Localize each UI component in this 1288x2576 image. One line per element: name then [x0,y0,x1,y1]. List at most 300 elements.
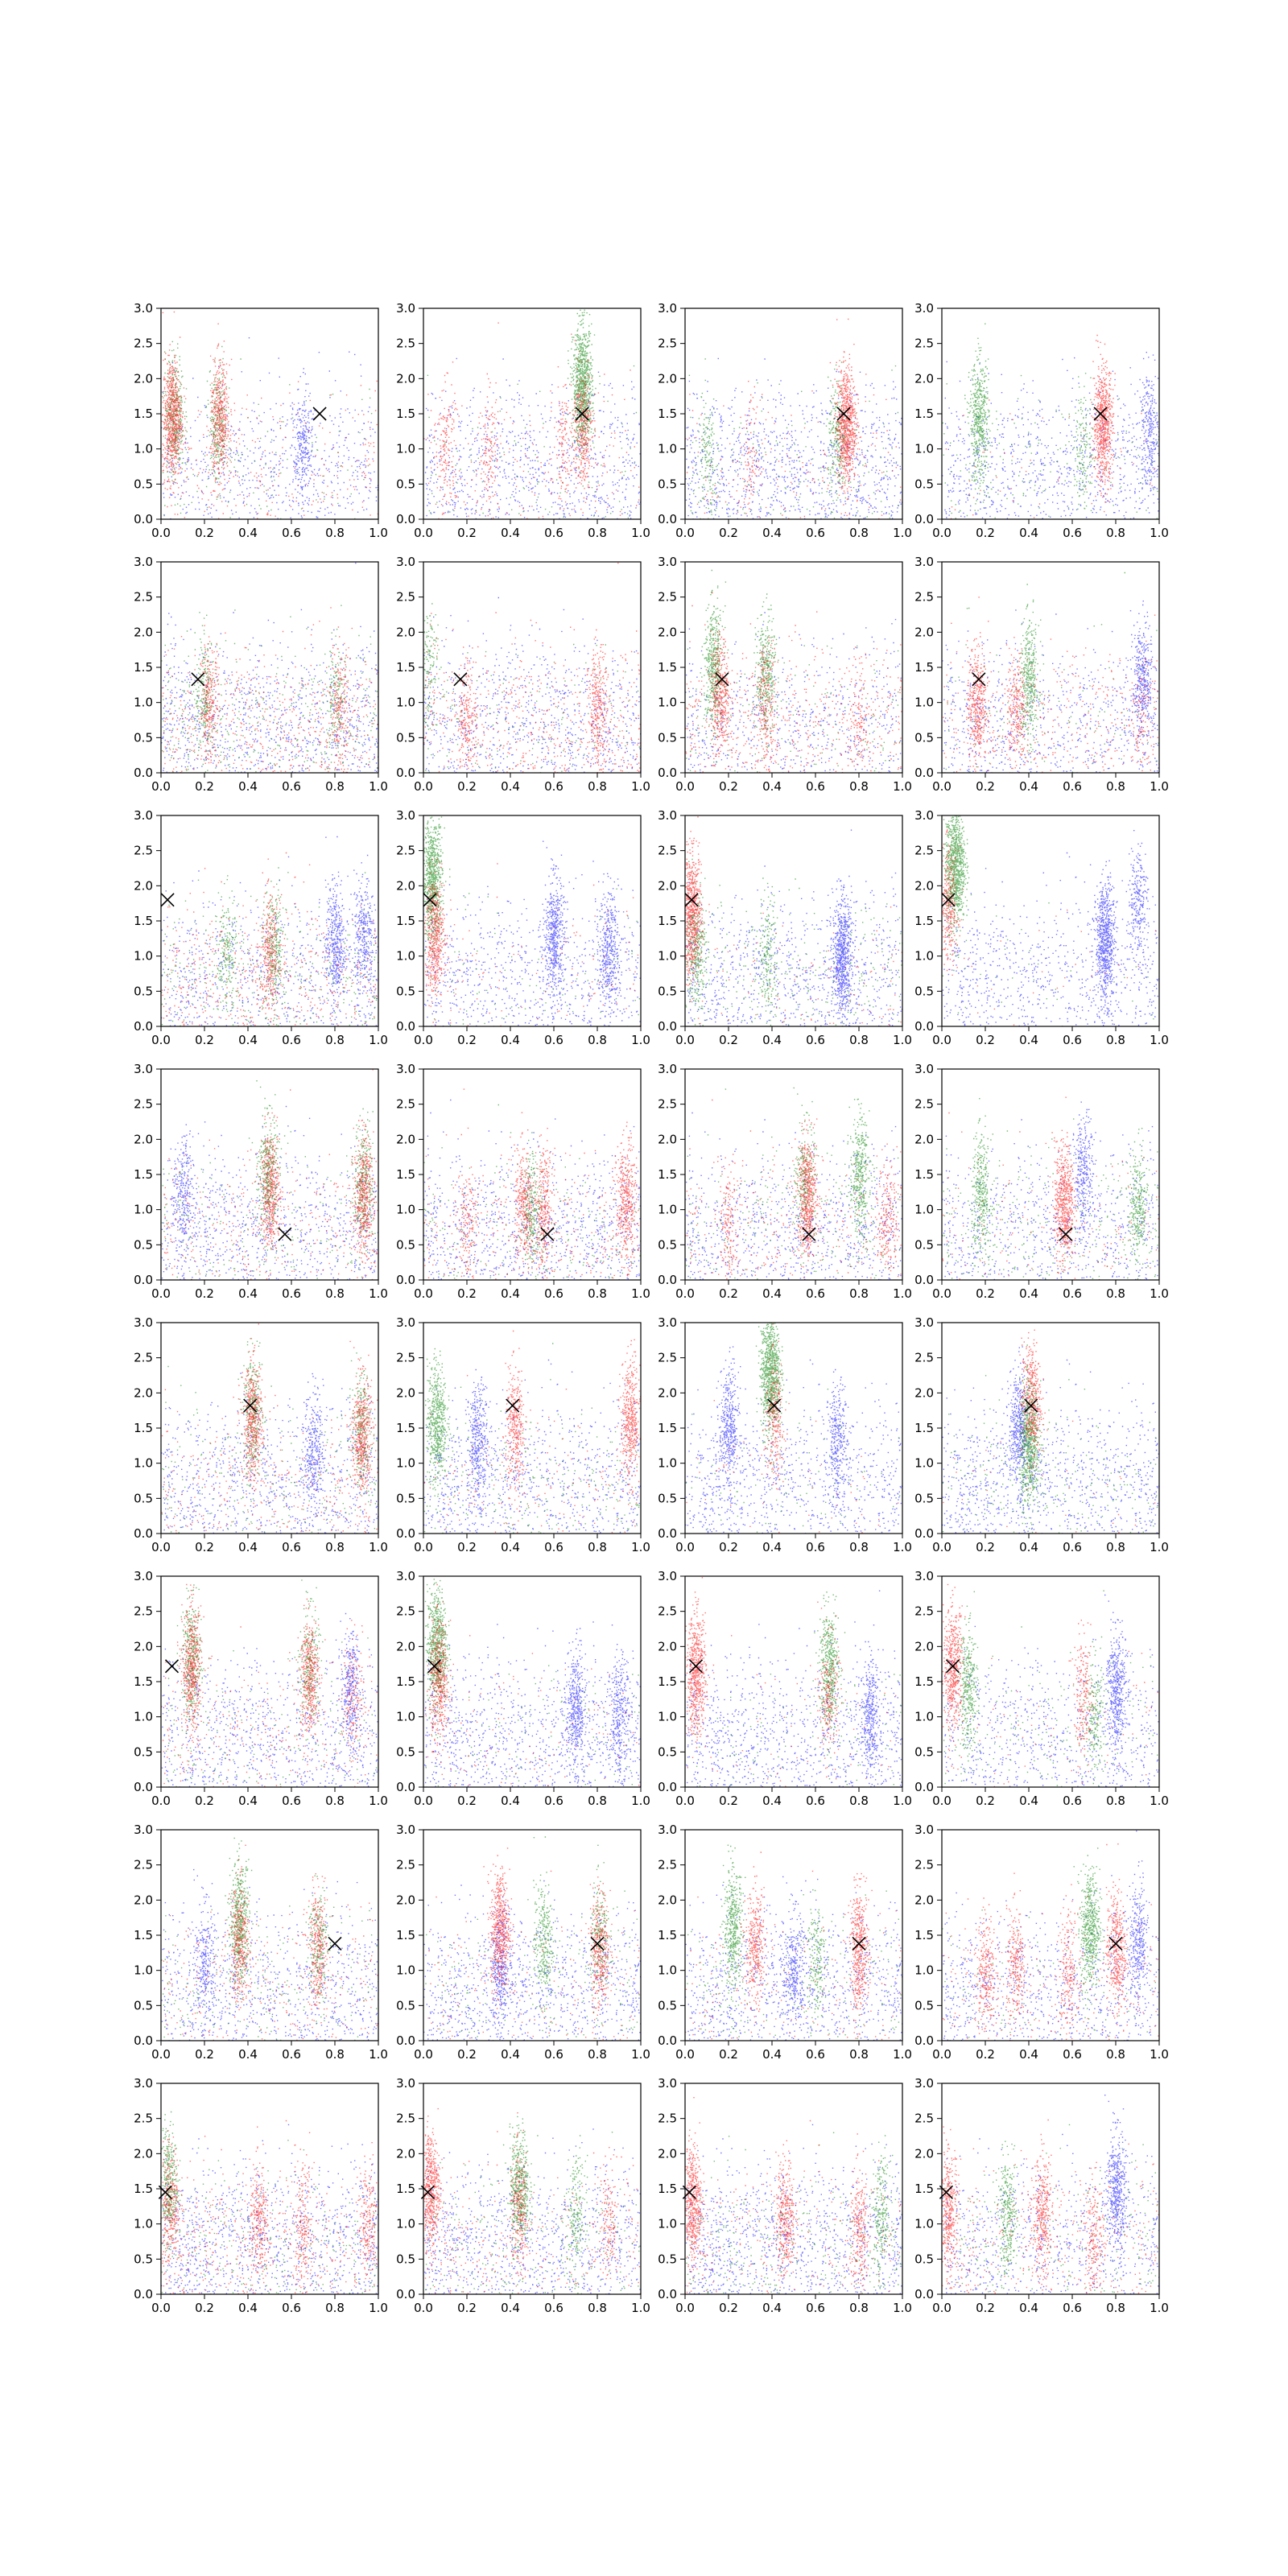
y-tick-label: 0.0 [914,1780,934,1794]
x-tick-label: 0.6 [806,526,825,540]
y-tick-label: 0.0 [134,2287,153,2301]
y-tick-label: 1.5 [396,2182,415,2196]
scatter-points [685,1577,903,1788]
y-tick-label: 0.5 [914,1998,934,2013]
y-tick-label: 2.5 [914,1604,934,1619]
x-tick-label: 0.2 [976,1286,995,1301]
y-tick-label: 1.5 [914,1674,934,1689]
x-tick-label: 0.8 [588,2301,607,2315]
axes-frame [685,1323,902,1534]
panel-r5-c1 [134,1315,388,1554]
y-tick-label: 0.0 [396,512,415,526]
y-tick-label: 1.0 [658,695,677,710]
scatter-points [161,563,379,774]
x-tick-label: 0.2 [976,1794,995,1808]
scatter-points [161,836,379,1028]
y-tick-label: 3.0 [134,555,153,569]
y-tick-label: 2.5 [658,1350,677,1365]
x-tick-label: 0.4 [1019,2047,1038,2062]
x-tick-label: 0.0 [932,1540,952,1554]
panel-r6-c3 [658,1569,912,1808]
scatter-points [161,1838,379,2042]
y-tick-label: 0.0 [658,1019,677,1034]
series-red-points [423,323,639,520]
x-tick-label: 0.8 [1106,1540,1125,1554]
series-green-points [423,1343,642,1534]
x-tick-label: 1.0 [893,779,912,794]
series-red-points [163,607,380,774]
y-tick-label: 0.0 [658,766,677,780]
series-red-points [161,312,378,520]
y-tick-label: 3.0 [914,1315,934,1330]
x-tick-label: 0.6 [544,2301,564,2315]
y-tick-label: 0.5 [396,730,415,745]
series-blue-points [685,1591,903,1789]
series-red-points [162,852,378,1027]
series-green-points [161,2112,379,2295]
x-marker [161,894,174,906]
y-tick-label: 2.0 [658,1639,677,1654]
axes-frame [942,2083,1159,2294]
y-tick-label: 3.0 [396,1823,415,1837]
axes-frame [942,1323,1159,1534]
series-red-points [942,1584,1158,1789]
y-tick-label: 0.5 [396,984,415,999]
x-tick-label: 0.2 [195,779,214,794]
y-tick-label: 1.0 [396,1455,415,1471]
y-tick-label: 2.5 [134,336,153,351]
y-tick-label: 2.5 [134,1096,153,1112]
x-tick-label: 0.0 [932,2301,952,2315]
y-tick-label: 0.5 [134,2252,153,2267]
x-tick-label: 0.2 [195,526,214,540]
series-blue-points [943,830,1160,1027]
y-tick-label: 0.0 [396,2033,415,2048]
y-tick-label: 1.0 [914,695,934,710]
y-tick-label: 1.0 [396,2216,415,2231]
panel-r6-c1 [134,1569,388,1808]
x-tick-label: 0.0 [932,1033,952,1047]
x-tick-label: 0.4 [501,779,520,794]
y-tick-label: 2.5 [134,589,153,605]
x-tick-label: 0.0 [151,1540,171,1554]
x-tick-label: 0.4 [501,1286,520,1301]
x-tick-label: 0.0 [675,2047,695,2062]
y-tick-label: 0.0 [658,1780,677,1794]
y-tick-label: 2.0 [914,1132,934,1147]
y-tick-label: 1.0 [396,441,415,456]
x-tick-label: 0.8 [849,1794,869,1808]
y-tick-label: 2.5 [396,336,415,351]
y-tick-label: 3.0 [134,808,153,823]
y-tick-label: 3.0 [396,1062,415,1076]
x-tick-label: 0.8 [1106,1794,1125,1808]
axes-frame [685,308,902,519]
x-tick-label: 0.0 [414,779,433,794]
y-tick-label: 0.0 [914,512,934,526]
y-tick-label: 2.0 [134,1385,153,1401]
x-tick-label: 0.0 [932,779,952,794]
y-tick-label: 3.0 [134,301,153,316]
y-tick-label: 0.5 [914,477,934,492]
panel-r3-c1 [134,808,388,1047]
x-tick-label: 0.4 [238,779,258,794]
y-tick-label: 2.0 [396,878,415,894]
x-tick-label: 0.0 [932,526,952,540]
scatter-points [423,816,642,1027]
y-tick-label: 0.5 [914,2252,934,2267]
y-tick-label: 2.0 [134,1893,153,1908]
y-tick-label: 0.0 [658,2287,677,2301]
y-tick-label: 1.0 [658,1455,677,1471]
y-tick-label: 1.0 [914,1963,934,1978]
x-tick-label: 0.8 [325,526,345,540]
x-tick-label: 0.2 [976,526,995,540]
x-tick-label: 0.2 [719,1540,738,1554]
y-tick-label: 1.5 [396,407,415,421]
y-tick-label: 2.0 [914,1385,934,1401]
y-tick-label: 0.0 [396,1780,415,1794]
scatter-points [942,815,1160,1027]
y-tick-label: 1.5 [396,1674,415,1689]
x-tick-label: 0.6 [806,1286,825,1301]
axes-frame [423,1830,641,2041]
x-tick-label: 0.0 [151,779,171,794]
axes-frame [423,1069,641,1280]
y-tick-label: 2.5 [914,1857,934,1872]
y-tick-label: 1.5 [914,1167,934,1182]
x-marker [313,407,326,420]
y-tick-label: 2.0 [396,625,415,640]
series-green-points [943,2124,1158,2295]
y-tick-label: 1.5 [396,660,415,675]
x-tick-label: 0.2 [195,1540,214,1554]
x-tick-label: 0.0 [151,1286,171,1301]
y-tick-label: 1.5 [914,1421,934,1435]
panel-r1-c4 [914,301,1169,540]
x-tick-label: 0.8 [588,1540,607,1554]
panel-r7-c3 [658,1823,912,2062]
y-tick-label: 0.5 [396,477,415,492]
series-green-points [945,572,1160,774]
x-tick-label: 0.8 [325,1286,345,1301]
series-red-points [424,1331,642,1534]
x-tick-label: 0.2 [195,2047,214,2062]
y-tick-label: 0.0 [914,766,934,780]
x-tick-label: 0.2 [976,2301,995,2315]
x-tick-label: 1.0 [369,526,388,540]
y-tick-label: 2.5 [658,1857,677,1872]
y-tick-label: 2.0 [658,371,677,386]
x-tick-label: 0.0 [932,1794,952,1808]
y-tick-label: 3.0 [914,1062,934,1076]
series-red-points [685,319,901,520]
y-tick-label: 3.0 [914,2076,934,2091]
x-tick-label: 1.0 [893,1794,912,1808]
y-tick-label: 2.5 [658,1604,677,1619]
scatter-points [423,1836,642,2041]
x-tick-label: 0.6 [1063,2301,1082,2315]
x-tick-label: 0.2 [719,2047,738,2062]
scatter-points [685,1088,902,1282]
scatter-points [685,1323,903,1534]
y-tick-label: 2.0 [396,1385,415,1401]
x-tick-label: 0.2 [195,1794,214,1808]
scatter-points [685,1845,903,2042]
y-tick-label: 0.5 [914,1237,934,1253]
x-tick-label: 0.0 [414,1794,433,1808]
x-tick-label: 0.2 [195,2301,214,2315]
x-tick-label: 0.6 [806,2047,825,2062]
x-tick-label: 0.0 [675,1540,695,1554]
x-tick-label: 0.4 [501,1033,520,1047]
series-red-points [428,1847,642,2041]
x-tick-label: 0.4 [762,2301,782,2315]
x-tick-label: 0.4 [762,1794,782,1808]
y-tick-label: 1.5 [658,660,677,675]
panel-r8-c1 [134,2076,388,2315]
x-marker [328,1937,341,1950]
x-tick-label: 0.2 [976,779,995,794]
y-tick-label: 0.5 [658,477,677,492]
panel-r1-c3 [658,301,912,540]
x-tick-label: 0.8 [1106,2047,1125,2062]
x-tick-label: 0.2 [719,2301,738,2315]
y-tick-label: 2.5 [658,336,677,351]
y-tick-label: 1.0 [134,2216,153,2231]
y-tick-label: 3.0 [914,301,934,316]
x-tick-label: 0.6 [544,1033,564,1047]
x-tick-label: 1.0 [369,1033,388,1047]
y-tick-label: 1.0 [134,1709,153,1724]
y-tick-label: 0.0 [396,2287,415,2301]
y-tick-label: 1.0 [658,1963,677,1978]
series-red-points [942,829,1156,1026]
y-tick-label: 0.5 [914,1491,934,1506]
series-green-points [689,358,899,520]
x-tick-label: 0.4 [762,526,782,540]
y-tick-label: 1.5 [658,1674,677,1689]
y-tick-label: 1.5 [134,1928,153,1942]
x-tick-label: 0.0 [675,1033,695,1047]
scatter-points [161,1069,379,1281]
y-tick-label: 1.5 [658,1928,677,1942]
x-tick-label: 1.0 [893,1540,912,1554]
y-tick-label: 1.0 [396,1709,415,1724]
x-tick-label: 0.6 [1063,779,1082,794]
series-blue-points [423,1621,642,1788]
y-tick-label: 1.0 [396,1202,415,1217]
axes-frame [942,815,1159,1026]
axes-frame [685,2083,902,2294]
y-tick-label: 2.5 [396,2111,415,2126]
x-tick-label: 0.8 [849,1286,869,1301]
y-tick-label: 0.0 [914,1273,934,1287]
panel-r7-c1 [134,1823,388,2062]
y-tick-label: 1.5 [396,914,415,928]
x-tick-label: 1.0 [1150,1286,1169,1301]
x-tick-label: 0.8 [588,1286,607,1301]
x-tick-label: 0.0 [414,1033,433,1047]
y-tick-label: 3.0 [396,2076,415,2091]
x-tick-label: 1.0 [631,2301,650,2315]
x-tick-label: 0.6 [282,526,301,540]
y-tick-label: 0.0 [914,2287,934,2301]
x-marker [279,1228,291,1241]
x-tick-label: 0.2 [457,2047,477,2062]
panel-r7-c2 [396,1823,650,2062]
x-tick-label: 0.0 [675,1794,695,1808]
x-tick-label: 0.6 [1063,1540,1082,1554]
series-blue-points [423,1880,642,2041]
x-tick-label: 0.2 [195,1033,214,1047]
x-tick-label: 0.6 [282,2301,301,2315]
x-tick-label: 0.0 [151,2301,171,2315]
x-tick-label: 0.4 [1019,526,1038,540]
x-tick-label: 0.0 [151,1033,171,1047]
y-tick-label: 2.5 [396,1350,415,1365]
y-tick-label: 3.0 [914,1823,934,1837]
y-tick-label: 2.0 [914,2146,934,2161]
x-tick-label: 0.2 [719,779,738,794]
x-tick-label: 0.4 [1019,1794,1038,1808]
x-tick-label: 0.4 [238,2047,258,2062]
y-tick-label: 3.0 [396,301,415,316]
y-tick-label: 0.0 [134,766,153,780]
series-green-points [686,1323,901,1534]
scatter-points [423,2108,642,2295]
scatter-points [161,2112,379,2295]
x-tick-label: 0.6 [282,1794,301,1808]
x-tick-label: 0.2 [457,1033,477,1047]
y-tick-label: 0.5 [134,1998,153,2013]
y-tick-label: 3.0 [134,2076,153,2091]
y-tick-label: 0.0 [396,1273,415,1287]
x-tick-label: 1.0 [893,1033,912,1047]
panel-r5-c3 [658,1315,912,1554]
scatter-points [942,572,1160,774]
y-tick-label: 2.0 [134,1639,153,1654]
x-tick-label: 0.8 [325,2047,345,2062]
y-tick-label: 2.0 [134,1132,153,1147]
x-tick-label: 1.0 [893,2047,912,2062]
panel-r2-c4 [914,555,1169,794]
y-tick-label: 3.0 [658,1569,677,1583]
y-tick-label: 0.5 [134,1744,153,1760]
panel-r7-c4 [914,1823,1169,2062]
x-tick-label: 0.4 [1019,779,1038,794]
x-tick-label: 0.6 [544,1540,564,1554]
series-blue-points [161,1373,379,1534]
x-tick-label: 0.4 [238,526,258,540]
x-tick-label: 1.0 [631,1033,650,1047]
axes-frame [161,815,378,1026]
x-tick-label: 0.8 [588,779,607,794]
x-tick-label: 0.4 [762,1033,782,1047]
x-tick-label: 0.4 [501,526,520,540]
y-tick-label: 3.0 [134,1569,153,1583]
x-tick-label: 0.4 [238,1033,258,1047]
y-tick-label: 2.0 [396,1893,415,1908]
y-tick-label: 0.0 [396,1526,415,1541]
y-tick-label: 1.5 [134,2182,153,2196]
x-marker [506,1399,519,1412]
x-tick-label: 0.2 [719,1794,738,1808]
scatter-points [161,1323,379,1534]
series-blue-points [161,337,379,520]
y-tick-label: 1.5 [134,1421,153,1435]
axes-frame [685,562,902,773]
x-tick-label: 0.4 [1019,1286,1038,1301]
scatter-points [942,2095,1160,2295]
y-tick-label: 0.0 [396,1019,415,1034]
x-tick-label: 0.6 [544,1286,564,1301]
y-tick-label: 0.0 [134,1526,153,1541]
x-tick-label: 0.0 [675,2301,695,2315]
y-tick-label: 0.5 [134,1237,153,1253]
axes-frame [685,1830,902,2041]
y-tick-label: 1.0 [658,1709,677,1724]
y-tick-label: 2.5 [914,589,934,605]
series-green-points [687,1845,902,2041]
y-tick-label: 2.5 [134,843,153,858]
y-tick-label: 1.5 [658,1421,677,1435]
panel-r3-c2 [396,808,650,1047]
y-tick-label: 3.0 [396,1315,415,1330]
x-tick-label: 0.6 [806,1033,825,1047]
panel-r8-c3 [658,2076,912,2315]
y-tick-label: 3.0 [658,1062,677,1076]
x-tick-label: 1.0 [893,526,912,540]
panel-r4-c1 [134,1062,388,1301]
scatter-points [423,1088,641,1281]
y-tick-label: 3.0 [658,301,677,316]
y-tick-label: 1.5 [914,1928,934,1942]
y-tick-label: 3.0 [658,1315,677,1330]
x-tick-label: 0.6 [806,779,825,794]
x-tick-label: 0.2 [457,1540,477,1554]
y-tick-label: 1.5 [134,914,153,928]
panel-r3-c3 [658,808,912,1047]
x-tick-label: 0.0 [932,1286,952,1301]
y-tick-label: 0.5 [658,730,677,745]
y-tick-label: 0.0 [658,2033,677,2048]
y-tick-label: 2.0 [914,1639,934,1654]
y-tick-label: 3.0 [396,555,415,569]
scatter-points [942,1097,1159,1282]
series-blue-points [161,2124,379,2296]
y-tick-label: 0.5 [134,477,153,492]
y-tick-label: 1.5 [658,407,677,421]
series-green-points [943,815,1154,1019]
y-tick-label: 0.5 [134,1491,153,1506]
y-tick-label: 0.5 [134,984,153,999]
x-tick-label: 0.8 [849,1540,869,1554]
y-tick-label: 1.0 [658,441,677,456]
y-tick-label: 3.0 [396,808,415,823]
panel-r1-c2 [396,301,650,540]
series-blue-points [423,1360,642,1534]
x-tick-label: 0.6 [544,779,564,794]
panel-r5-c2 [396,1315,650,1554]
x-tick-label: 0.6 [544,1794,564,1808]
series-green-points [943,1591,1158,1788]
y-tick-label: 2.0 [914,878,934,894]
y-tick-label: 0.0 [914,1526,934,1541]
panel-r2-c2 [396,555,650,794]
y-tick-label: 1.0 [658,2216,677,2231]
y-tick-label: 2.5 [396,1857,415,1872]
